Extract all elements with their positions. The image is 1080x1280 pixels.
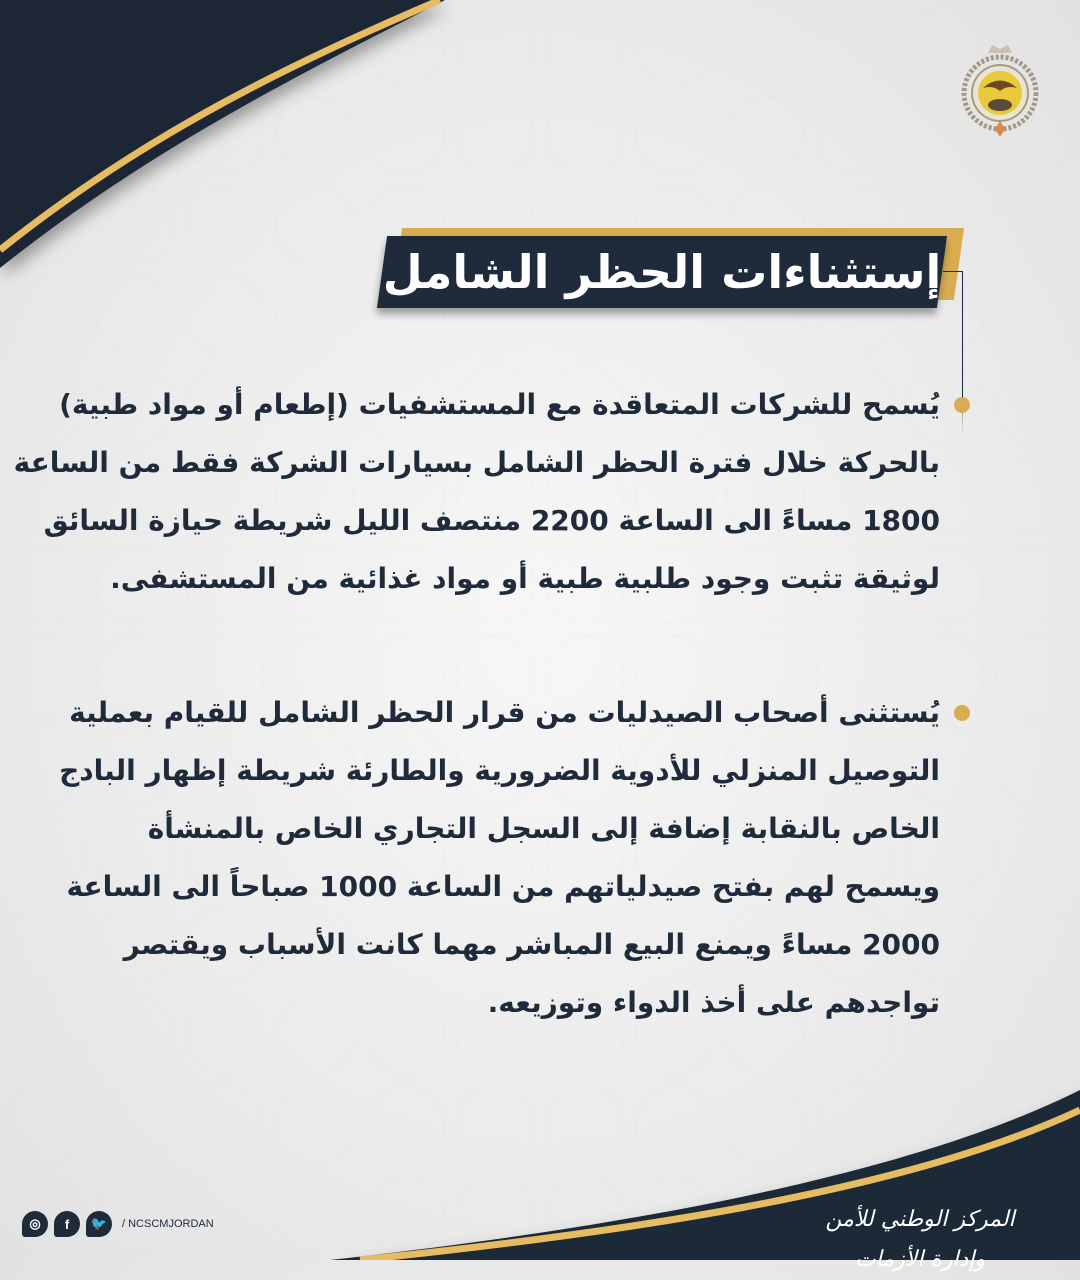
connector-line-horizontal bbox=[943, 271, 963, 272]
list-item bbox=[13, 376, 940, 608]
text-line: 2000 مساءً ويمنع البيع المباشر مهما كانت الأسباب ويقتصر bbox=[123, 928, 940, 961]
text-line: الخاص بالنقابة إضافة إلى السجل التجاري الخاص بالمنشأة bbox=[147, 812, 940, 845]
title-banner bbox=[372, 228, 962, 312]
text-line: ويسمح لهم بفتح صيدلياتهم من الساعة 1000 صباحاً الى الساعة bbox=[66, 870, 940, 903]
instagram-icon[interactable]: ◎ bbox=[22, 1211, 48, 1237]
text-line: تواجدهم على أخذ الدواء وتوزيعه. bbox=[487, 986, 940, 1019]
facebook-icon[interactable]: f bbox=[54, 1211, 80, 1237]
text-line: يُسمح للشركات المتعاقدة مع المستشفيات (إطعام أو مواد طبية) bbox=[59, 388, 940, 421]
organization-name-calligraphy: المركز الوطني للأمن وإدارة الأزمات bbox=[825, 1207, 1015, 1272]
royal-crest-icon bbox=[955, 43, 1045, 143]
twitter-icon[interactable]: 🐦 bbox=[86, 1211, 112, 1237]
text-line: لوثيقة تثبت وجود طلبية طبية أو مواد غذائية من المستشفى. bbox=[110, 562, 940, 595]
text-line: التوصيل المنزلي للأدوية الضرورية والطارئة شريطة إظهار البادج bbox=[59, 754, 940, 787]
bullet-dot-icon bbox=[954, 705, 970, 721]
page-title: إستثناءات الحظر الشامل bbox=[382, 245, 942, 299]
text-line: يُستثنى أصحاب الصيدليات من قرار الحظر الشامل للقيام بعملية bbox=[69, 696, 940, 729]
bullet-dot-icon bbox=[954, 397, 970, 413]
text-line: 1800 مساءً الى الساعة 2200 منتصف الليل شريطة حيازة السائق bbox=[43, 504, 940, 537]
connector-line-vertical bbox=[962, 271, 963, 405]
social-links bbox=[22, 1211, 214, 1237]
text-line: بالحركة خلال فترة الحظر الشامل بسيارات الشركة فقط من الساعة bbox=[13, 446, 940, 479]
list-item bbox=[59, 684, 940, 1032]
social-handle: / NCSCMJORDAN bbox=[122, 1218, 214, 1230]
